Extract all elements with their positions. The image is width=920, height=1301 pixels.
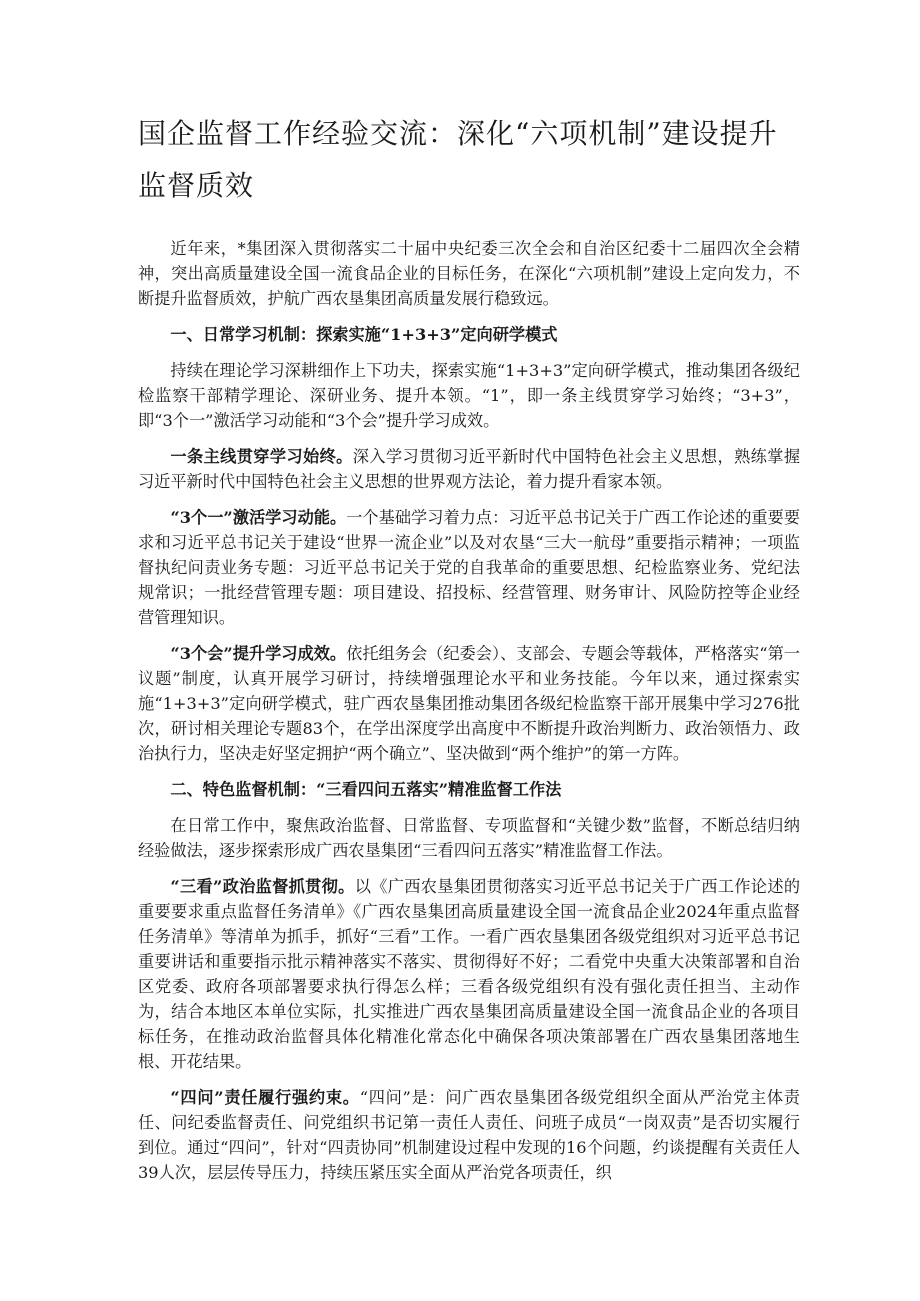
- paragraph-body: 以《广西农垦集团贯彻落实习近平总书记关于广西工作论述的重要要求重点监督任务清单》《广西农垦集团高质量建设全国一流食品企业2024年重点监督任务清单》等清单为抓手，抓好“三看”工作。一看广西农垦集团各级党组织对习近平总书记重要讲话和重要指示批示精神落实不落实、贯彻得好不好；二看党中央重大决策部署和自治区党委、政府各项部署要求执行得怎么样；三看各级党组织有没有强化责任担当、主动作为，结合本地区本单位实际，扎实推进广西农垦集团高质量建设全国一流食品企业的各项目标任务，在推动政治监督具体化精准化常态化中确保各项决策部署在广西农垦集团落地生根、开花结果。: [138, 877, 801, 1071]
- intro-paragraph: 近年来，*集团深入贯彻落实二十届中央纪委三次全会和自治区纪委十二届四次全会精神，突出高质量建设全国一流食品企业的目标任务，在深化“六项机制”建设上定向发力，不断提升监督质效，护航广西农垦集团高质量发展行稳致远。: [138, 239, 800, 308]
- paragraph-body: “四问”是：问广西农垦集团各级党组织全面从严治党主体责任、问纪委监督责任、问党组织书记第一责任人责任、问班子成员“一岗双责”是否切实履行到位。通过“四问”，针对“四责协同”机制建设过程中发现的16个问题，约谈提醒有关责任人39人次，层层传导压力，持续压紧压实全面从严治党各项责任，织: [138, 1088, 800, 1182]
- section-2-paragraph-3: [138, 1085, 800, 1185]
- paragraph-lead: “三看”政治监督抓贯彻。: [170, 877, 355, 896]
- section-1-paragraph-1: 持续在理论学习深耕细作上下功夫，探索实施“1+3+3”定向研学模式，推动集团各级纪检监察干部精学理论、深研业务、提升本领。“1”，即一条主线贯穿学习始终；“3+3”，即“3个一”激活学习动能和“3个会”提升学习成效。: [138, 361, 800, 430]
- paragraph-lead: “3个一”激活学习动能。: [170, 508, 347, 527]
- section-2-paragraph-2: [138, 874, 800, 1074]
- section-2-paragraph-1: 在日常工作中，聚焦政治监督、日常监督、专项监督和“关键少数”监督，不断总结归纳经验做法，逐步探索形成广西农垦集团“三看四问五落实”精准监督工作法。: [138, 816, 800, 860]
- document-title: 国企监督工作经验交流：深化“六项机制”建设提升监督质效: [138, 117, 778, 202]
- section-1-heading: 一、日常学习机制：探索实施“1+3+3”定向研学模式: [170, 325, 558, 344]
- paragraph-lead: 一条主线贯穿学习始终。: [170, 447, 353, 466]
- section-1-paragraph-2: [138, 444, 800, 494]
- paragraph-body: 依托组务会（纪委会）、支部会、专题会等载体，严格落实“第一议题”制度，认真开展学习研讨，持续增强理论水平和业务技能。今年以来，通过探索实施“1+3+3”定向研学模式，驻广西农垦集团推动集团各级纪检监察干部开展集中学习276批次，研讨相关理论专题83个，在学出深度学出高度中不断提升政治判断力、政治领悟力、政治执行力，坚决走好坚定拥护“两个确立”、坚决做到“两个维护”的第一方阵。: [138, 644, 800, 763]
- paragraph-lead: “3个会”提升学习成效。: [170, 644, 347, 663]
- paragraph-body: 深入学习贯彻习近平新时代中国特色社会主义思想，熟练掌握习近平新时代中国特色社会主义思想的世界观方法论，着力提升看家本领。: [138, 447, 801, 491]
- paragraph-body: 一个基础学习着力点：习近平总书记关于广西工作论述的重要要求和习近平总书记关于建设“世界一流企业”以及对农垦“三大一航母”重要指示精神；一项监督执纪问责业务专题：习近平总书记关于党的自我革命的重要思想、纪检监察业务、党纪法规常识；一批经营管理专题：项目建设、招投标、经营管理、财务审计、风险防控等企业经营管理知识。: [138, 508, 801, 627]
- section-2-heading: 二、特色监督机制：“三看四问五落实”精准监督工作法: [170, 780, 562, 799]
- section-1-paragraph-3: [138, 505, 800, 630]
- paragraph-lead: “四问”责任履行强约束。: [170, 1088, 360, 1107]
- section-1-paragraph-4: [138, 641, 800, 766]
